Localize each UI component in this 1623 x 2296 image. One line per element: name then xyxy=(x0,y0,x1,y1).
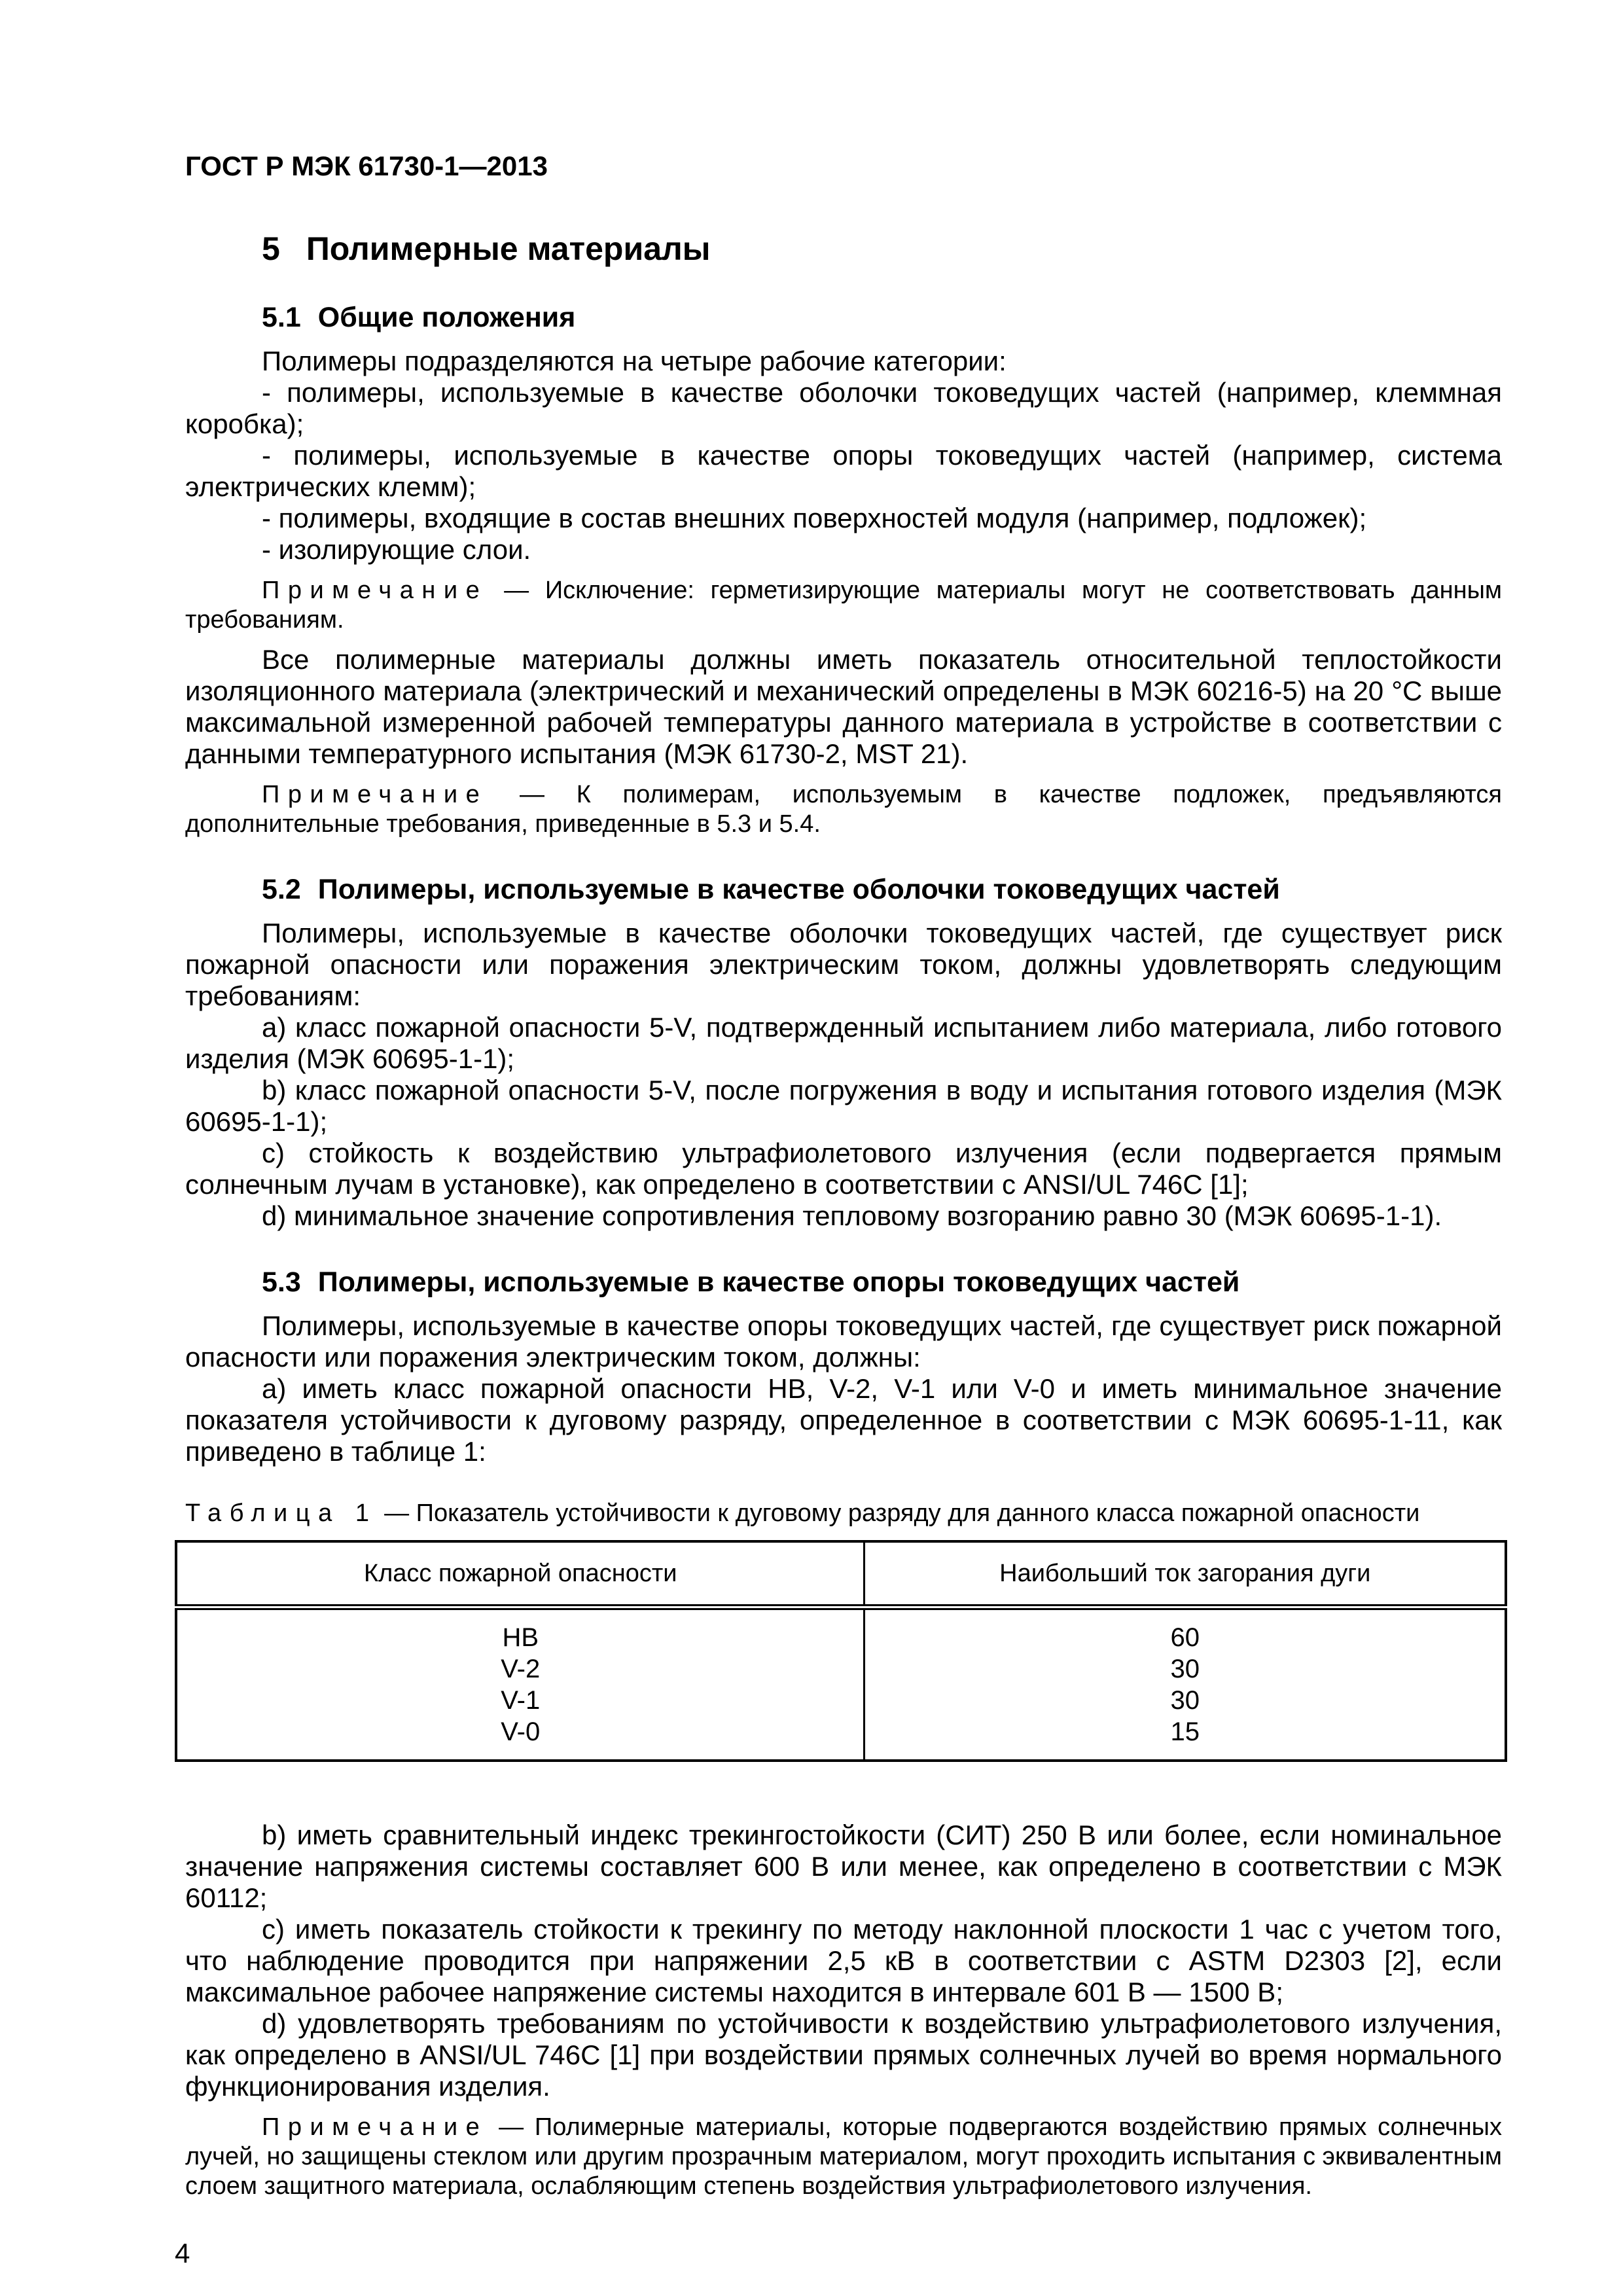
note xyxy=(185,576,1502,635)
note-label: Примечание xyxy=(262,2113,488,2141)
s52-intro-paragraph: Полимеры, используемые в качестве оболочки токоведущих частей, где существует риск пожарной опасности или поражения электрическим током, должны удовлетворять следующим требованиям: xyxy=(185,918,1502,1011)
section-5-1-heading xyxy=(185,301,1502,334)
table-row xyxy=(176,1685,1506,1716)
s53-list-item: c) иметь показатель стойкости к трекингу по методу наклонной плоскости 1 час с учетом того, что наблюдение проводится при напряжении 2,5 кВ в соответствии с ASTM D2303 [2], если максимальное рабочее напряжение системы находится в интервале 601 В — 1500 В; xyxy=(185,1914,1502,2007)
s52-list-item: d) минимальное значение сопротивления тепловому возгоранию равно 30 (МЭК 60695-1-1). xyxy=(262,1200,1442,1231)
note xyxy=(185,2113,1502,2201)
section-5-2-heading xyxy=(185,873,1502,906)
section-5-1-number: 5.1 xyxy=(262,302,301,333)
s51-list-item: - изолирующие слои. xyxy=(262,534,531,565)
section-5-3-number: 5.3 xyxy=(262,1266,301,1298)
s51-paragraph: Все полимерные материалы должны иметь показатель относительной теплостойкости изоляционного материала (электрический и механический определены в МЭК 60216-5) на 20 °С выше максимальной измеренной рабочей температуры данного материала в устройстве в соответствии с данными температурного испытания (МЭК 61730-2, MST 21). xyxy=(185,644,1502,769)
cell-fire-class: V-0 xyxy=(501,1717,541,1746)
s52-list-item: a) класс пожарной опасности 5-V, подтвержденный испытанием либо материала, либо готового изделия (МЭК 60695-1-1); xyxy=(185,1012,1502,1074)
table-row xyxy=(176,1716,1506,1761)
cell-fire-class: V-1 xyxy=(501,1686,541,1715)
doc-header: ГОСТ Р МЭК 61730-1—2013 xyxy=(185,151,548,181)
section-5-number: 5 xyxy=(262,230,280,267)
table-row xyxy=(176,1653,1506,1685)
column-header-fire-class: Класс пожарной опасности xyxy=(176,1541,865,1607)
note-text: — Полимерные материалы, которые подвергаются воздействию прямых солнечных лучей, но защищены стеклом или другим прозрачным материалом, могут проходить испытания с эквивалентным слоем защитного материала, ослабляющим степень воздействия ультрафиолетового излучения. xyxy=(185,2113,1502,2200)
s53-intro-paragraph: Полимеры, используемые в качестве опоры токоведущих частей, где существует риск пожарной опасности или поражения электрическим током, должны: xyxy=(185,1310,1502,1372)
s53-list-item: d) удовлетворять требованиям по устойчивости к воздействию ультрафиолетового излучения, как определено в ANSI/UL 746C [1] при воздействии прямых солнечных лучей во время нормального функционирования изделия. xyxy=(185,2008,1502,2102)
cell-arc-current: 30 xyxy=(865,1685,1506,1716)
cell-arc-current: 15 xyxy=(865,1716,1506,1761)
s51-list-item: - полимеры, используемые в качестве опоры токоведущих частей (например, система электрических клемм); xyxy=(185,440,1502,502)
column-header-arc-current: Наибольший ток загорания дуги xyxy=(865,1541,1506,1607)
table-row xyxy=(176,1607,1506,1654)
table-1 xyxy=(175,1540,1507,1762)
note-text: — Исключение: герметизирующие материалы могут не соответствовать данным требованиям. xyxy=(185,577,1503,634)
section-5-3-title: Полимеры, используемые в качестве опоры токоведущих частей xyxy=(317,1266,1240,1298)
s51-list-item: - полимеры, входящие в состав внешних поверхностей модуля (например, подложек); xyxy=(262,503,1367,533)
cell-fire-class: V-2 xyxy=(501,1655,541,1683)
cell-arc-current: 30 xyxy=(865,1653,1506,1685)
cell-fire-class: HB xyxy=(502,1623,539,1652)
section-5-1-title: Общие положения xyxy=(317,302,576,333)
page-number: 4 xyxy=(175,2238,190,2269)
cell-arc-current: 60 xyxy=(865,1607,1506,1654)
table-caption xyxy=(185,1499,1502,1528)
section-5-3-heading xyxy=(185,1266,1502,1299)
table-header-row xyxy=(176,1541,1506,1607)
s52-list-item: c) стойкость к воздействию ультрафиолетового излучения (если подвергается прямым солнечным лучам в установке), как определено в соответствии с ANSI/UL 746C [1]; xyxy=(185,1138,1502,1200)
table-caption-text: — Показатель устойчивости к дуговому разряду для данного класса пожарной опасности xyxy=(384,1499,1420,1527)
note xyxy=(185,780,1502,839)
section-5-2-title: Полимеры, используемые в качестве оболочки токоведущих частей xyxy=(317,874,1280,905)
s51-intro-paragraph: Полимеры подразделяются на четыре рабочие категории: xyxy=(262,346,1007,376)
note-label: Примечание xyxy=(262,577,488,604)
s53-list-item: a) иметь класс пожарной опасности HB, V-2, V-1 или V-0 и иметь минимальное значение показателя устойчивости к дуговому разряду, определенное в соответствии с МЭК 60695-1-11, как приведено в таблице 1: xyxy=(185,1373,1502,1467)
table-caption-label: Таблица 1 xyxy=(185,1499,378,1527)
section-5-2-number: 5.2 xyxy=(262,874,301,905)
section-5-title: Полимерные материалы xyxy=(306,230,711,267)
section-5-heading xyxy=(185,230,1502,267)
note-label: Примечание xyxy=(262,781,488,808)
s53-list-item: b) иметь сравнительный индекс трекингостойкости (СИТ) 250 В или более, если номинальное значение напряжения системы составляет 600 В или менее, как определено в соответствии с МЭК 60112; xyxy=(185,1820,1502,1913)
s51-list-item: - полимеры, используемые в качестве оболочки токоведущих частей (например, клеммная коробка); xyxy=(185,377,1502,439)
note-text: — К полимерам, используемым в качестве подложек, предъявляются дополнительные требования, приведенные в 5.3 и 5.4. xyxy=(185,781,1502,838)
s52-list-item: b) класс пожарной опасности 5-V, после погружения в воду и испытания готового изделия (МЭК 60695-1-1); xyxy=(185,1075,1502,1137)
